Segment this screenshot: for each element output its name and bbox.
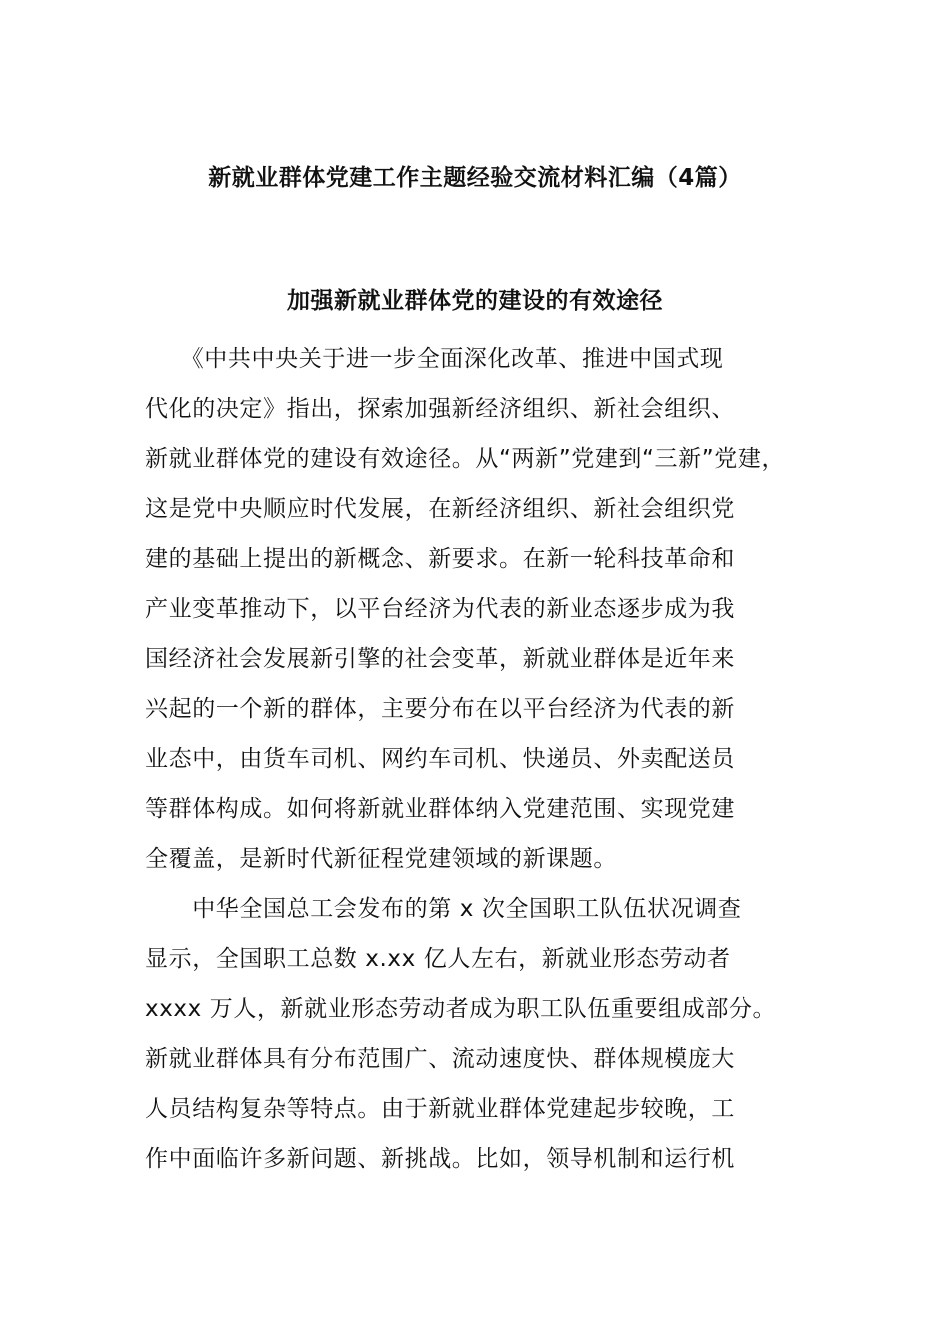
text-line: 兴起的一个新的群体，主要分布在以平台经济为代表的新 — [145, 696, 735, 722]
text-line: 业态中，由货车司机、网约车司机、快递员、外卖配送员 — [145, 746, 735, 772]
text-line: 显示，全国职工总数 x.xx 亿人左右，新就业形态劳动者 — [145, 946, 731, 972]
text-line: 人员结构复杂等特点。由于新就业群体党建起步较晚，工 — [145, 1096, 735, 1122]
text-line: 代化的决定》指出，探索加强新经济组织、新社会组织、 — [145, 396, 735, 422]
text-line: 这是党中央顺应时代发展，在新经济组织、新社会组织党 — [145, 496, 735, 522]
text-line: 作中面临许多新问题、新挑战。比如，领导机制和运行机 — [145, 1146, 735, 1172]
text-line: 建的基础上提出的新概念、新要求。在新一轮科技革命和 — [145, 546, 735, 572]
text-line: 等群体构成。如何将新就业群体纳入党建范围、实现党建 — [145, 796, 735, 822]
text-line: xxxx 万人，新就业形态劳动者成为职工队伍重要组成部分。 — [145, 996, 777, 1022]
document-title: 新就业群体党建工作主题经验交流材料汇编（4篇） — [208, 165, 742, 191]
text-line: 《中共中央关于进一步全面深化改革、推进中国式现 — [145, 346, 724, 372]
body-text — [145, 334, 845, 1184]
text-line: 产业变革推动下，以平台经济为代表的新业态逐步成为我 — [145, 596, 735, 622]
text-line: 国经济社会发展新引擎的社会变革，新就业群体是近年来 — [145, 646, 735, 672]
text-line: 新就业群体具有分布范围广、流动速度快、群体规模庞大 — [145, 1046, 735, 1072]
text-line: 新就业群体党的建设有效途径。从“两新”党建到“三新”党建， — [145, 446, 786, 472]
section-heading: 加强新就业群体党的建设的有效途径 — [287, 288, 663, 314]
text-line: 中华全国总工会发布的第 x 次全国职工队伍状况调查 — [145, 896, 742, 922]
text-line: 全覆盖，是新时代新征程党建领域的新课题。 — [145, 846, 617, 872]
